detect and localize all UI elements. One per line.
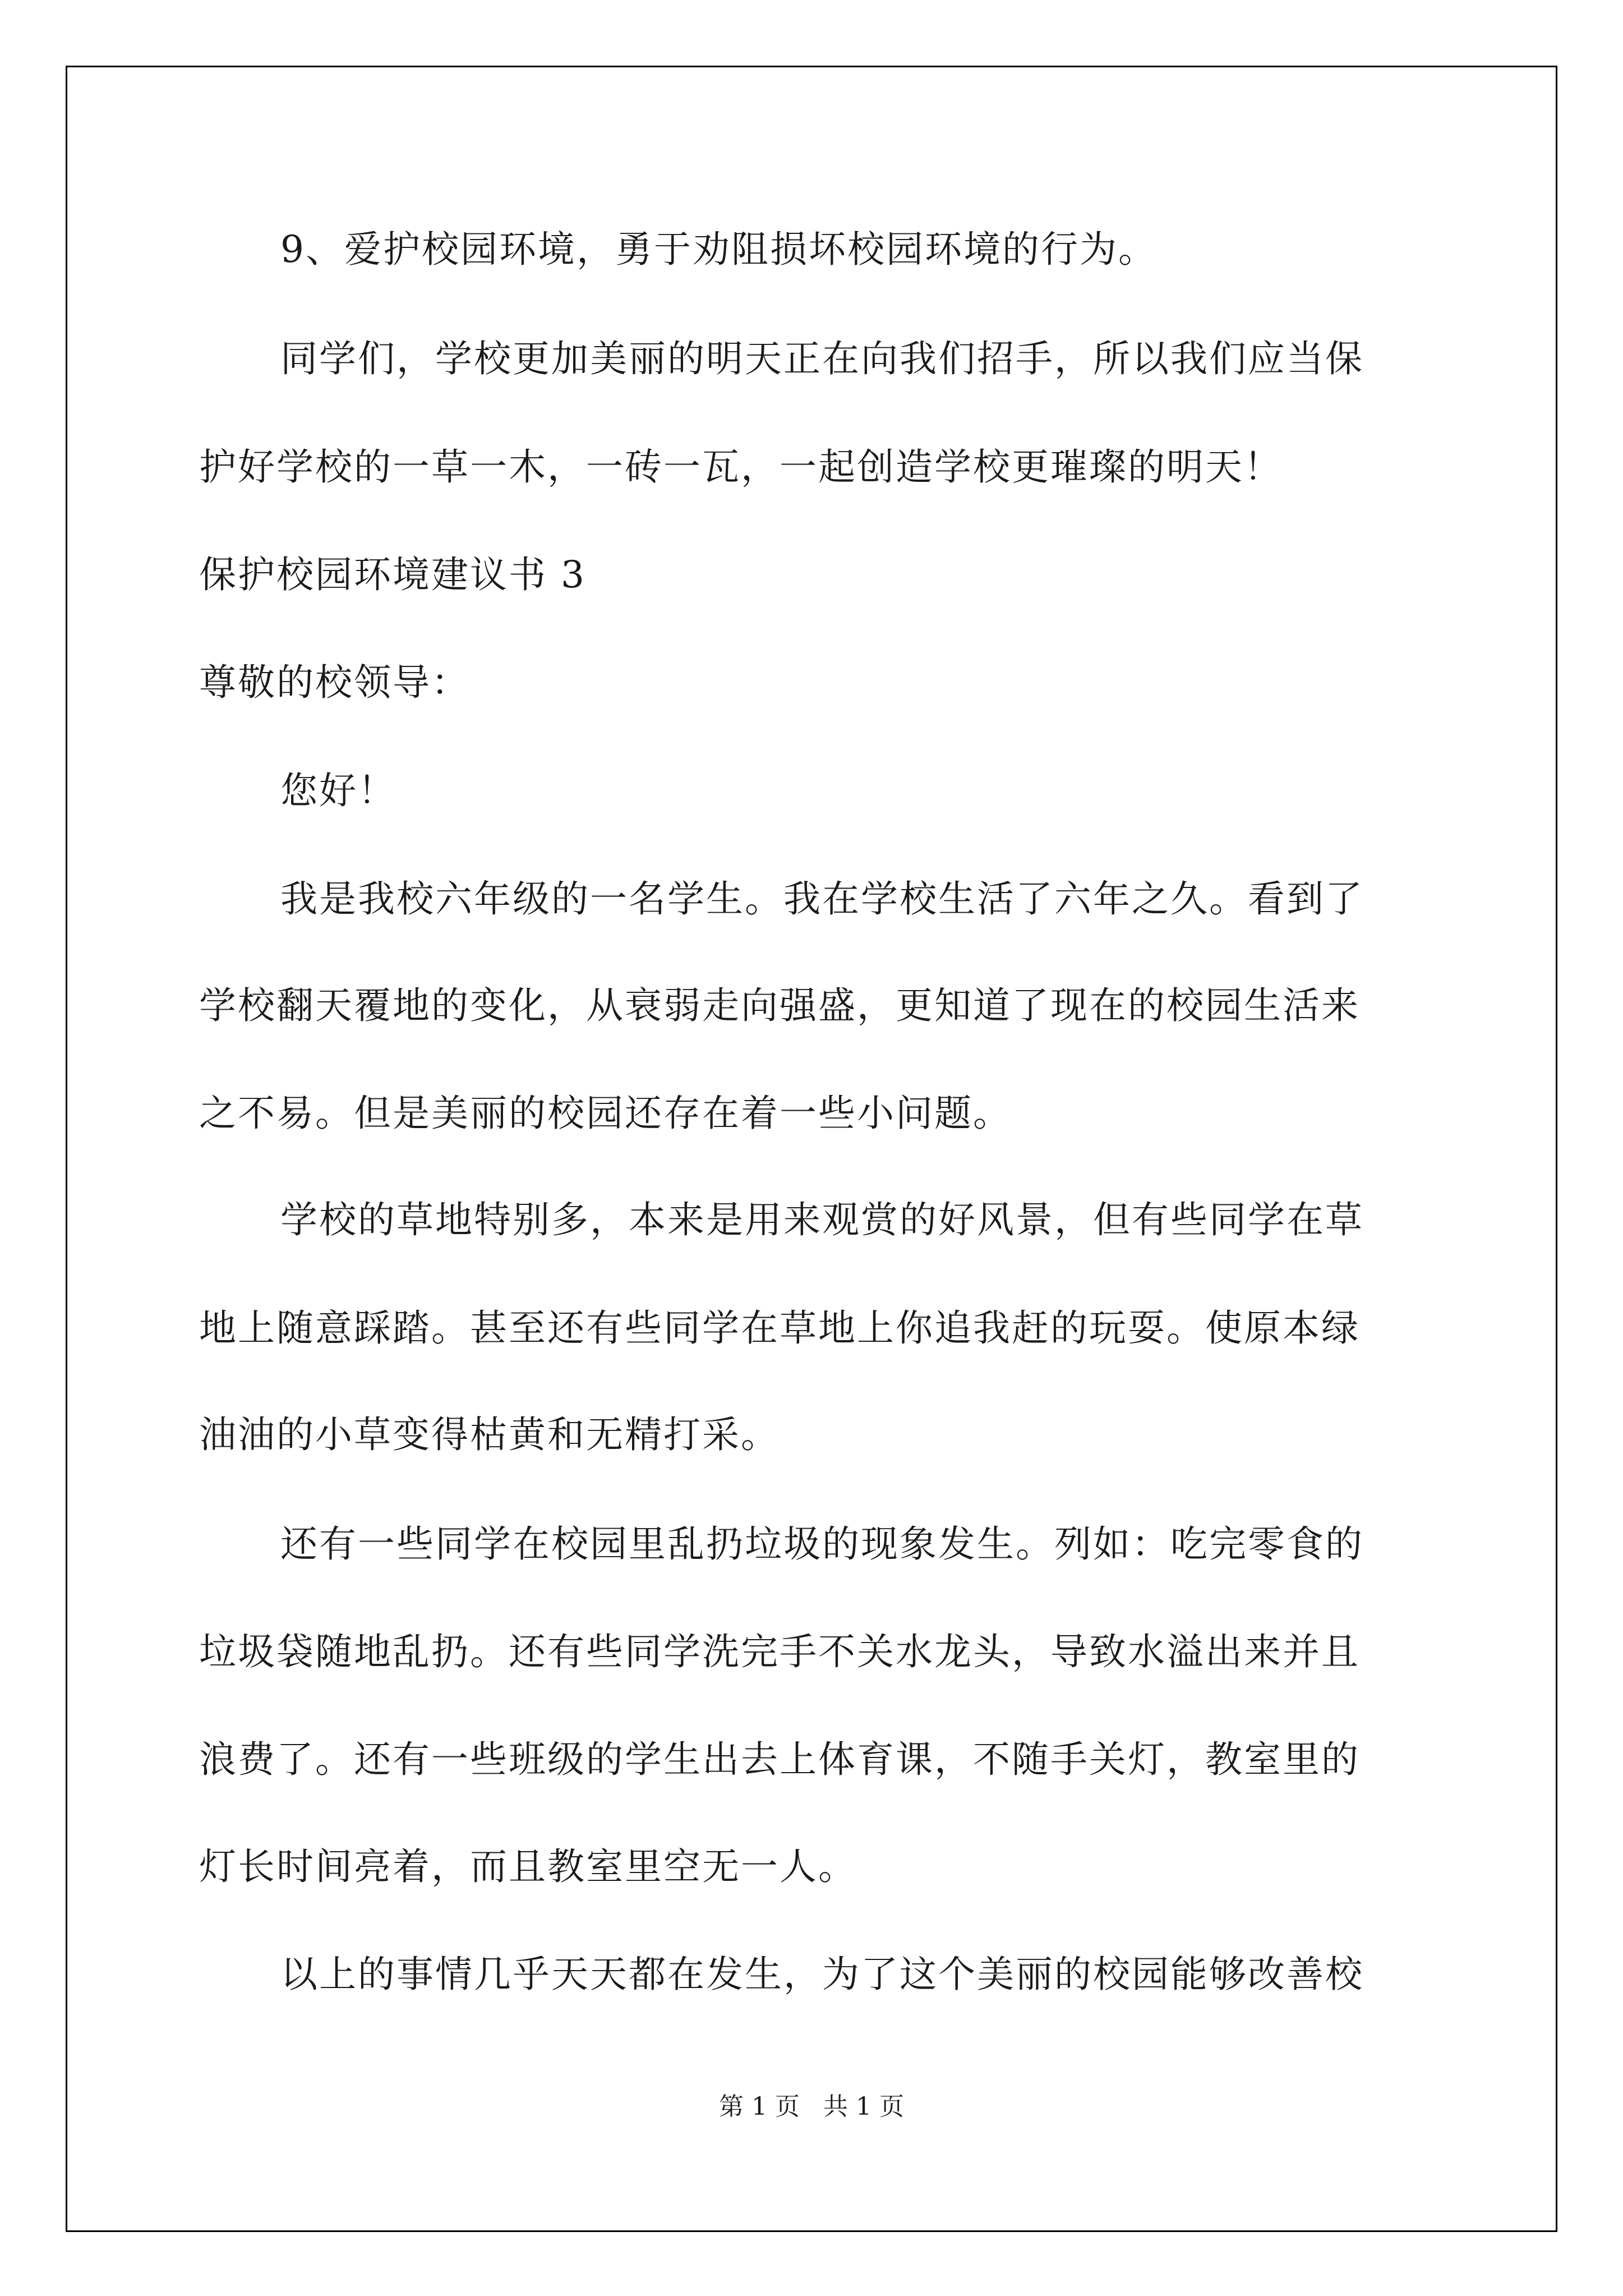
paragraph-line: 地上随意踩踏。甚至还有些同学在草地上你追我赶的玩耍。使原本绿 xyxy=(199,1306,1360,1350)
greeting: 您好！ xyxy=(280,769,396,812)
paragraph-line: 之不易。但是美丽的校园还存在着一些小问题。 xyxy=(199,1092,1012,1135)
section-heading: 保护校园环境建议书 3 xyxy=(199,553,586,596)
paragraph-line: 以上的事情几乎天天都在发生，为了这个美丽的校园能够改善校 xyxy=(280,1953,1364,1996)
paragraph-line: 垃圾袋随地乱扔。还有些同学洗完手不关水龙头，导致水溢出来并且 xyxy=(199,1630,1360,1673)
paragraph-line: 学校的草地特别多，本来是用来观赏的好风景，但有些同学在草 xyxy=(280,1198,1364,1241)
paragraph-line: 同学们，学校更加美丽的明天正在向我们招手，所以我们应当保 xyxy=(280,337,1364,380)
page-border xyxy=(66,66,1557,2232)
paragraph-line: 9、爱护校园环境，勇于劝阻损坏校园环境的行为。 xyxy=(280,228,1157,271)
paragraph-line: 我是我校六年级的一名学生。我在学校生活了六年之久。看到了 xyxy=(280,877,1364,921)
salutation: 尊敬的校领导： xyxy=(199,661,470,704)
paragraph-line: 学校翻天覆地的变化，从衰弱走向强盛，更知道了现在的校园生活来 xyxy=(199,984,1360,1027)
paragraph-line: 灯长时间亮着，而且教室里空无一人。 xyxy=(199,1845,857,1888)
paragraph-line: 浪费了。还有一些班级的学生出去上体育课，不随手关灯，教室里的 xyxy=(199,1738,1360,1781)
paragraph-line: 油油的小草变得枯黄和无精打采。 xyxy=(199,1413,780,1456)
page-footer: 第 1 页 共 1 页 xyxy=(719,2092,904,2121)
paragraph-line: 护好学校的一草一木，一砖一瓦，一起创造学校更璀璨的明天！ xyxy=(199,445,1283,489)
paragraph-line: 还有一些同学在校园里乱扔垃圾的现象发生。列如：吃完零食的 xyxy=(280,1522,1364,1566)
